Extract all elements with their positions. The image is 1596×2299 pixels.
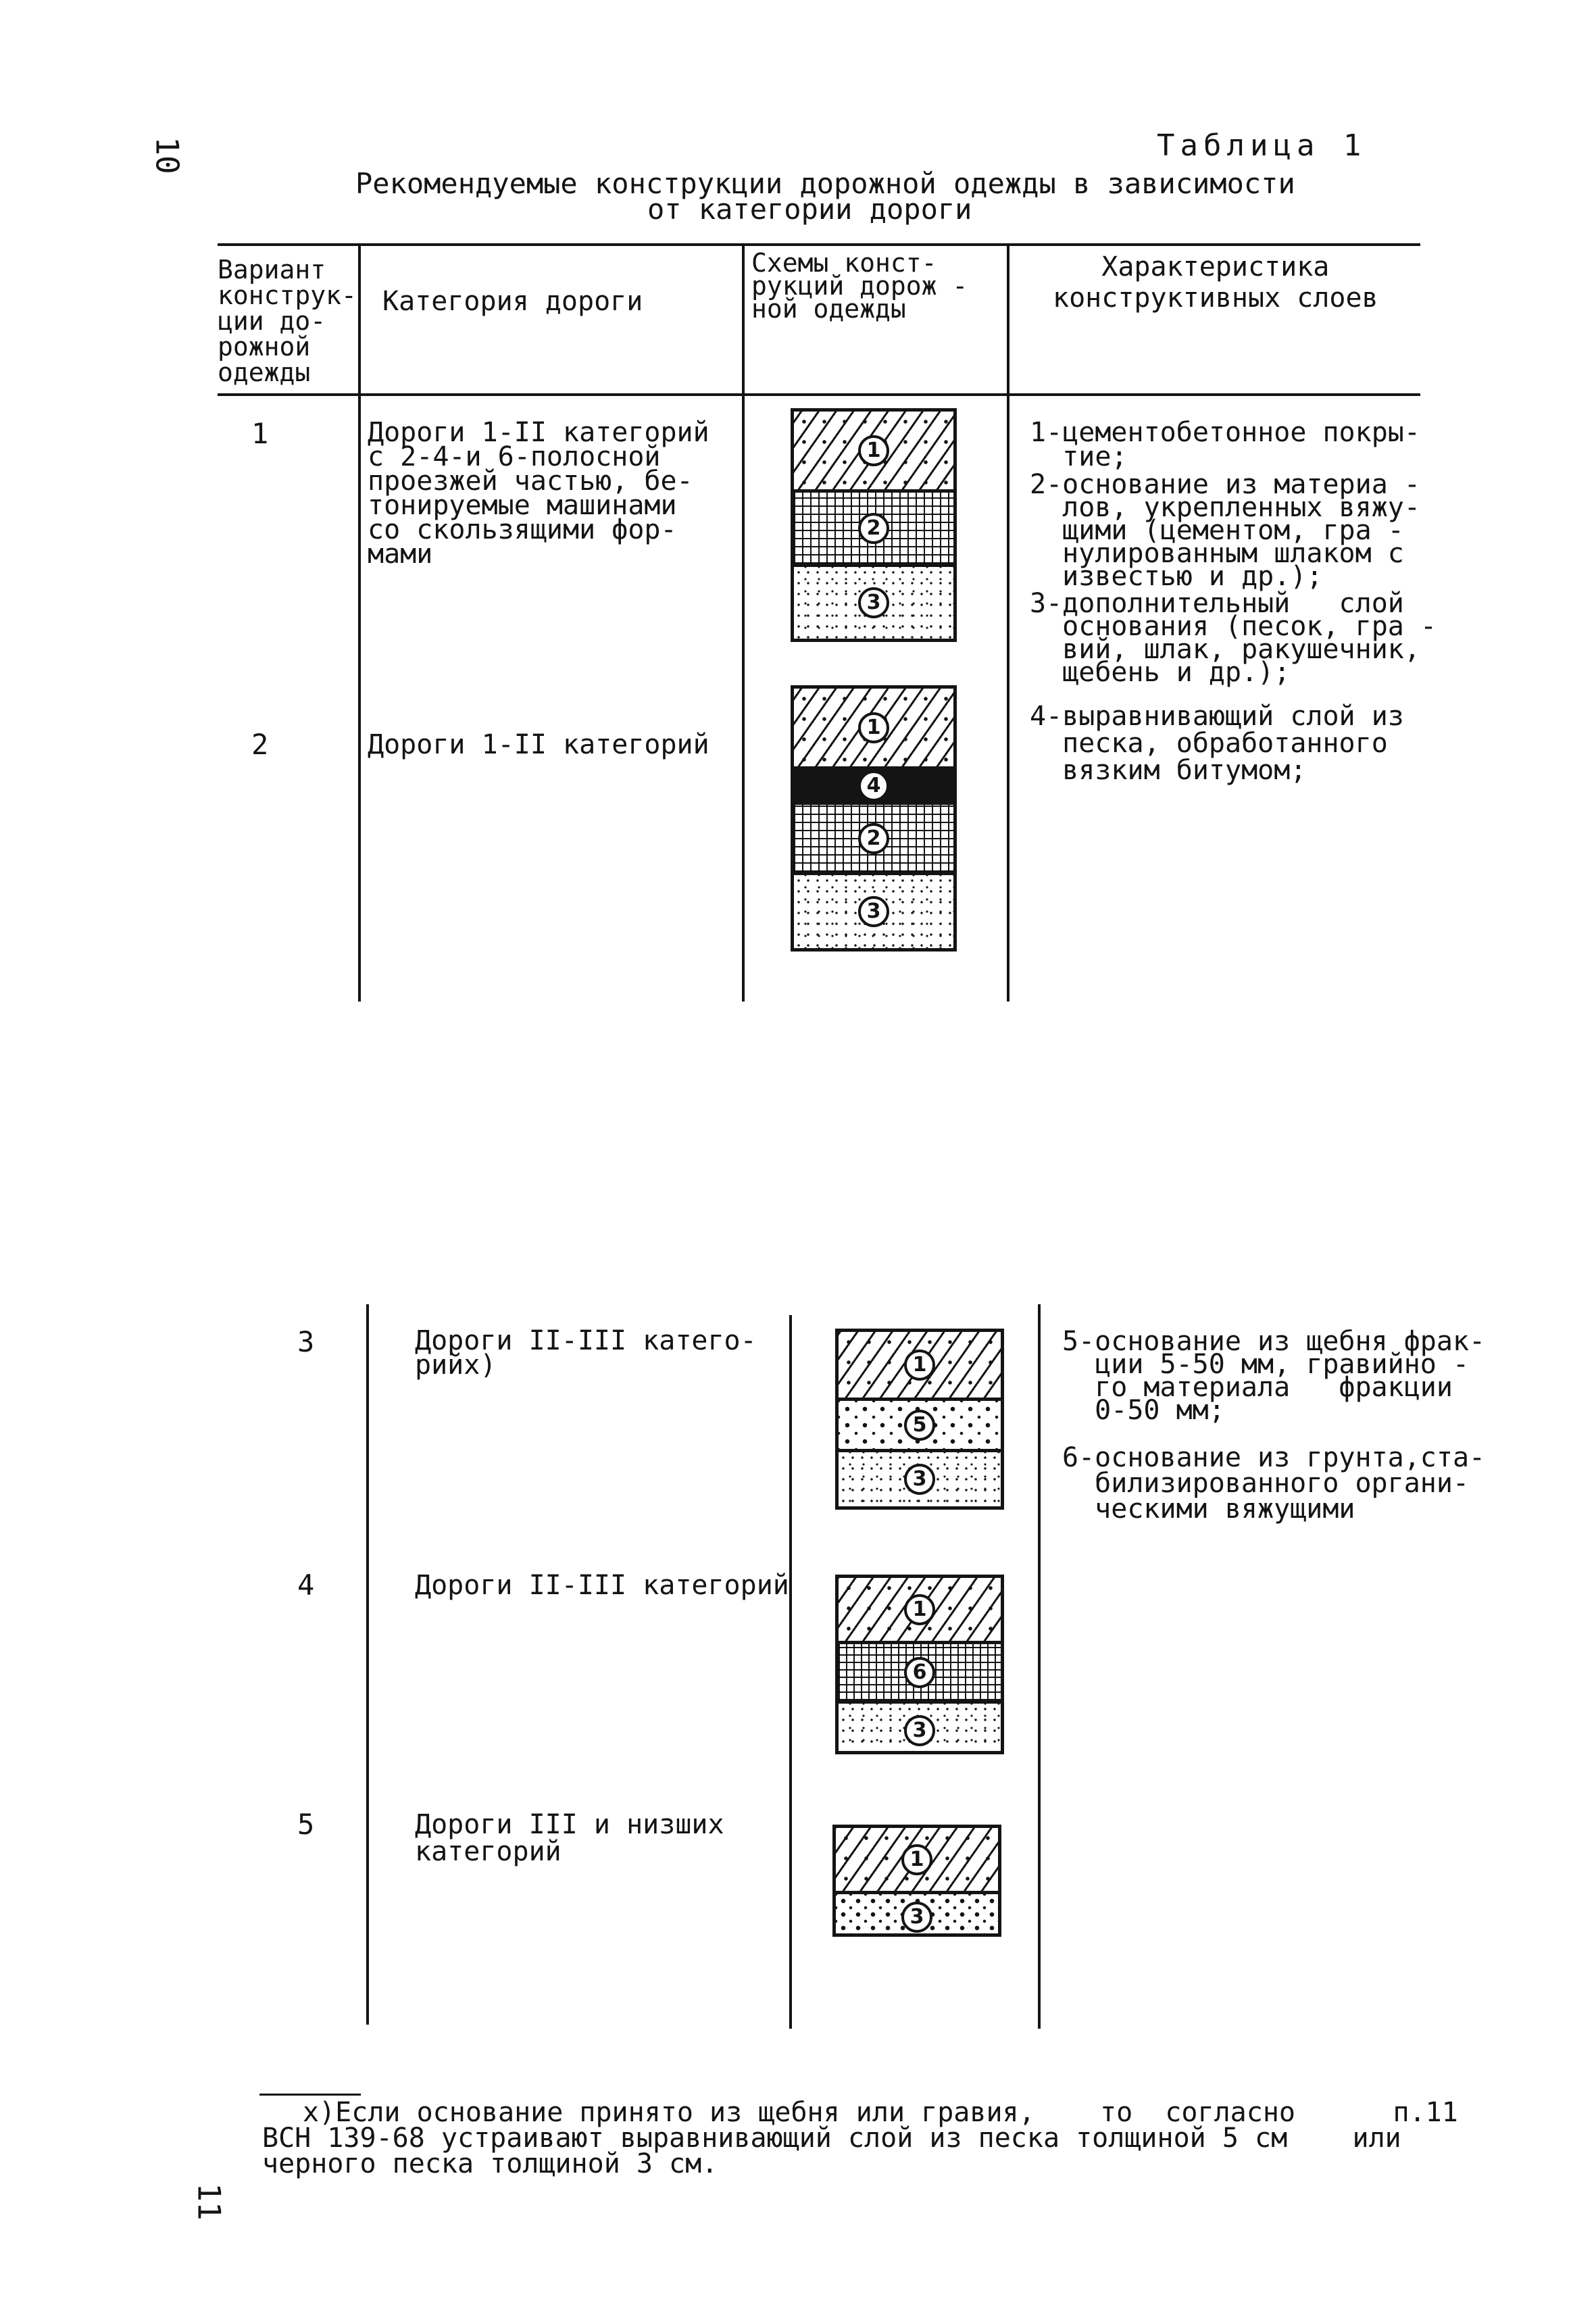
layer-number-3: 3	[901, 1902, 932, 1933]
layer-1	[794, 689, 953, 770]
header-category: Категория дороги	[382, 286, 643, 317]
row-2-variant: 2	[251, 728, 269, 761]
col-divider-1b	[366, 1304, 369, 2025]
header-bottom-rule	[218, 393, 1420, 396]
layer-2	[794, 493, 953, 567]
layer-number-6: 6	[904, 1657, 935, 1688]
layer-2	[794, 805, 953, 875]
row-1-category: Дороги 1-II категорий с 2-4-и 6-полосной проезжей частью, бе- тонируемые машинами со скользящими фор- мами	[368, 417, 709, 570]
layer-number-3: 3	[904, 1464, 935, 1495]
row-3-variant: 3	[297, 1325, 315, 1358]
layer-number-1: 1	[904, 1594, 935, 1625]
layer-number-4: 4	[858, 770, 889, 801]
layer-3	[839, 1704, 1001, 1754]
row-4-category: Дороги II-III категорий	[415, 1570, 789, 1601]
page-number-bottom: 11	[191, 2183, 228, 2221]
footnote-line-1: x)Если основание принято из щебня или гравия, то согласно п.11	[303, 2097, 1458, 2128]
layer-number-1: 1	[901, 1844, 932, 1875]
layer-number-1: 1	[904, 1350, 935, 1381]
characteristic-5: 5-основание из щебня фрак- ции 5-50 мм, гравийно - го материала фракции 0-50 мм;	[1062, 1326, 1486, 1426]
table-title-line2: от категории дороги	[647, 193, 972, 226]
layer-3	[794, 567, 953, 639]
layer-1	[839, 1332, 1001, 1401]
characteristic-2: 2-основание из материа - лов, укрепленных вяжу- щими (цементом, гра - нулированным шлаком с известью и др.);	[1030, 469, 1420, 592]
row-5-variant: 5	[297, 1808, 315, 1841]
layer-4	[794, 770, 953, 805]
row-5-scheme	[832, 1825, 1001, 1937]
layer-number-1: 1	[858, 435, 889, 466]
footnote-rule	[259, 2094, 361, 2096]
row-2-category: Дороги 1-II категорий	[368, 729, 709, 760]
row-5-category: Дороги III и низших категорий	[415, 1809, 724, 1867]
characteristic-4: 4-выравнивающий слой из песка, обработанного вязким битумом;	[1030, 701, 1404, 786]
header-scheme: Схемы конст- рукций дорож - ной одежды	[751, 248, 968, 324]
col-divider-3b	[1038, 1304, 1041, 2029]
layer-1	[836, 1828, 998, 1894]
characteristic-3: 3-дополнительный слой основания (песок, гра - вий, шлак, ракушечник, щебень и др.);	[1030, 588, 1437, 688]
layer-number-3: 3	[904, 1715, 935, 1746]
col-divider-2	[742, 243, 745, 1002]
layer-5	[839, 1401, 1001, 1452]
layer-6	[839, 1644, 1001, 1704]
col-divider-3	[1007, 243, 1009, 1002]
layer-3	[839, 1452, 1001, 1506]
row-4-scheme	[835, 1575, 1004, 1754]
layer-3	[836, 1894, 998, 1937]
layer-3	[794, 875, 953, 948]
page-number-top: 10	[149, 137, 186, 174]
header-variant: Вариант конструк- ции до- рожной одежды	[218, 255, 357, 387]
row-3-scheme	[835, 1329, 1004, 1510]
footnote-line-3: черного песка толщиной 3 см.	[262, 2148, 718, 2179]
characteristic-1: 1-цементобетонное покры- тие;	[1030, 417, 1420, 472]
layer-number-3: 3	[858, 587, 889, 618]
layer-number-3: 3	[858, 896, 889, 927]
characteristic-6: 6-основание из грунта,ста- билизированного органи- ческими вяжущими	[1062, 1442, 1486, 1525]
layer-1	[839, 1578, 1001, 1644]
layer-number-2: 2	[858, 823, 889, 854]
footnote-line-2: ВСН 139-68 устраивают выравнивающий слой из песка толщиной 5 см или	[262, 2123, 1401, 2154]
row-1-scheme	[791, 408, 957, 642]
row-1-variant: 1	[251, 417, 269, 450]
layer-1	[794, 412, 953, 493]
col-divider-2b	[789, 1315, 792, 2029]
table-label: Таблица 1	[1157, 128, 1367, 163]
row-3-category: Дороги II-III катего- рийx)	[415, 1325, 757, 1381]
row-2-scheme	[791, 685, 957, 951]
table-top-rule	[218, 243, 1420, 246]
table-title-line1: Рекомендуемые конструкции дорожной одежды в зависимости	[355, 167, 1295, 200]
row-4-variant: 4	[297, 1568, 315, 1602]
header-characteristic: Характеристика конструктивных слоев	[1053, 251, 1378, 314]
layer-number-5: 5	[904, 1410, 935, 1441]
layer-number-1: 1	[858, 712, 889, 743]
col-divider-1	[358, 243, 361, 1002]
layer-number-2: 2	[858, 513, 889, 544]
